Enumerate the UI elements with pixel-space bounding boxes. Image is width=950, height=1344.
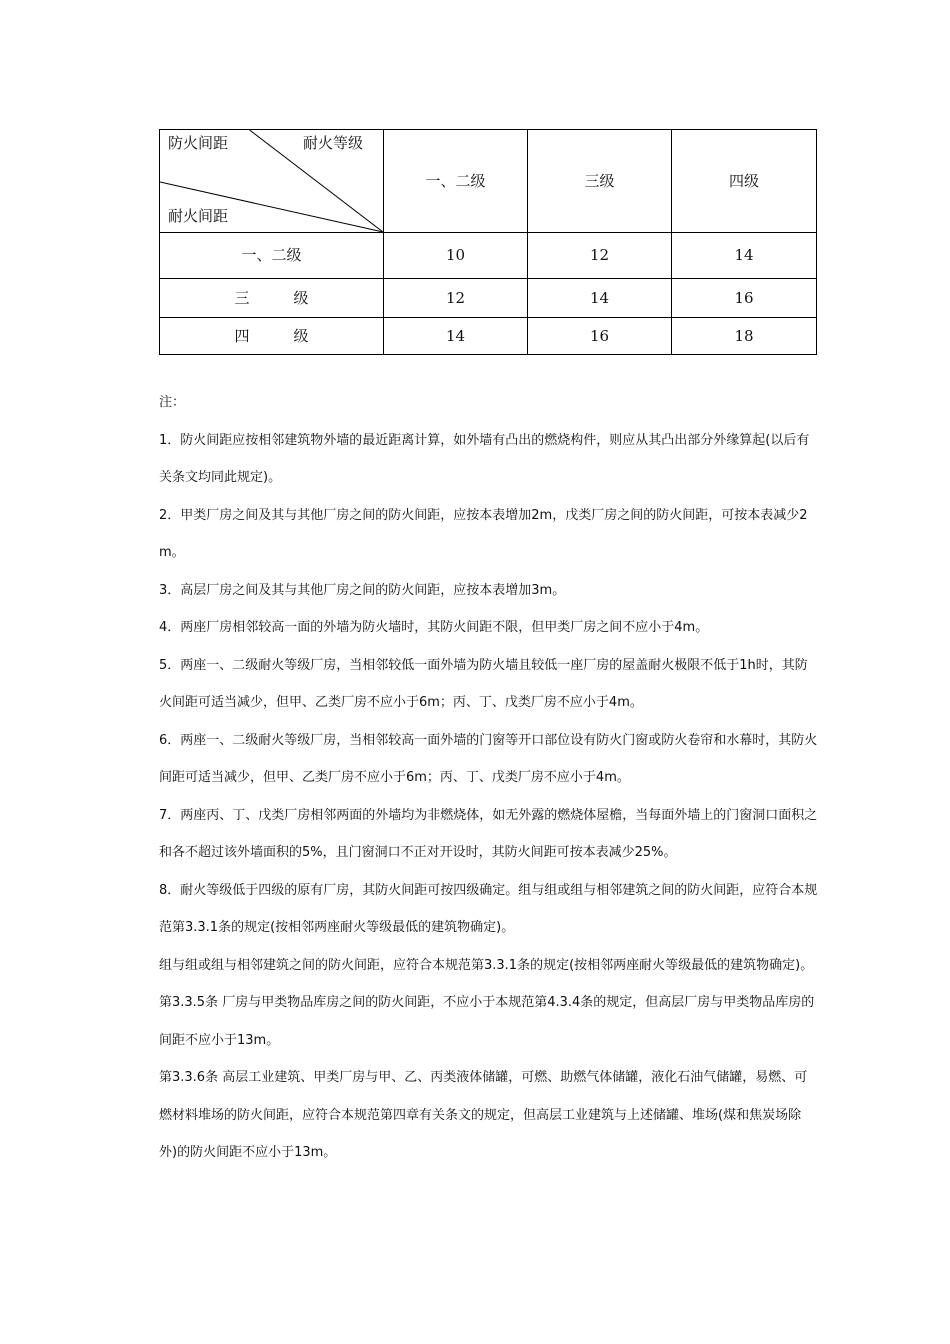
row-header [160,318,384,355]
note-item-8: 8．耐火等级低于四级的原有厂房，其防火间距可按四级确定。组与组或组与相邻建筑之间的防火间距，应符合本规范第3.3.1条的规定(按相邻两座耐火等级最低的建筑物确定)。 [159,882,818,935]
table-cell: 10 [384,233,528,279]
column-header: 三级 [528,130,672,233]
clause-3-3-6: 第3.3.6条 高层工业建筑、甲类厂房与甲、乙、丙类液体储罐，可燃、助燃气体储罐，液化石油气储罐，易燃、可燃材料堆场的防火间距，应符合本规范第四章有关条文的规定，但高层工业建筑与上述储罐、堆场(煤和焦炭场除外)的防火间距不应小于13m。 [159,1070,808,1160]
note-item-4: 4．两座厂房相邻较高一面的外墙为防火墙时，其防火间距不限，但甲类厂房之间不应小于4m。 [159,620,709,635]
table-row [160,233,817,279]
row-header-text: 三 [234,288,250,307]
table-cell: 18 [672,318,817,355]
table-cell: 14 [672,233,817,279]
corner-label-top-left: 防火间距 [168,134,229,152]
table-cell: 12 [528,233,672,279]
fire-separation-table [159,129,817,355]
note-item-3: 3．高层厂房之间及其与其他厂房之间的防火间距，应按本表增加3m。 [159,582,566,598]
column-header: 四级 [672,130,817,233]
corner-label-top-right: 耐火等级 [302,134,363,152]
row-header-text: 四 [234,326,250,345]
table-cell: 16 [672,279,817,318]
note-item-1: 1．防火间距应按相邻建筑物外墙的最近距离计算，如外墙有凸出的燃烧构件，则应从其凸出部分外缘算起(以后有关条文均同此规定)。 [159,432,810,485]
note-item-7: 7．两座丙、丁、戊类厂房相邻两面的外墙均为非燃烧体，如无外露的燃烧体屋檐，当每面外墙上的门窗洞口面积之和各不超过该外墙面积的5%，且门窗洞口不正对开设时，其防火间距可按本表减少25%。 [159,807,818,860]
clause-3-3-5: 第3.3.5条 厂房与甲类物品库房之间的防火间距，不应小于本规范第4.3.4条的规定，但高层厂房与甲类物品库房的间距不应小于13m。 [159,995,815,1048]
corner-label-bottom-left: 耐火间距 [168,207,229,225]
table-row [160,318,817,355]
extra-paragraph: 组与组或组与相邻建筑之间的防火间距，应符合本规范第3.3.1条的规定(按相邻两座耐火等级最低的建筑物确定)。 [159,957,814,973]
table-cell: 14 [528,279,672,318]
notes-heading: 注： [159,395,186,410]
row-header-text: 一、二级 [241,246,302,264]
row-header-text: 级 [293,326,309,345]
column-header: 一、二级 [384,130,528,233]
note-item-6: 6．两座一、二级耐火等级厂房，当相邻较高一面外墙的门窗等开口部位设有防火门窗或防火卷帘和水幕时，其防火间距可适当减少，但甲、乙类厂房不应小于6m；丙、丁、戊类厂房不应小于4m。 [159,732,818,785]
table-cell: 14 [384,318,528,355]
row-header [160,279,384,318]
table-row [160,279,817,318]
notes-section [159,384,819,1172]
table-corner-cell [160,130,384,233]
table-header-row [160,130,817,233]
table-cell: 16 [528,318,672,355]
row-header [160,233,384,279]
note-item-5: 5．两座一、二级耐火等级厂房，当相邻较低一面外墙为防火墙且较低一座厂房的屋盖耐火极限不低于1h时，其防火间距可适当减少，但甲、乙类厂房不应小于6m；丙、丁、戊类厂房不应小于4m。 [159,657,808,710]
note-item-2: 2．甲类厂房之间及其与其他厂房之间的防火间距，应按本表增加2m，戊类厂房之间的防火间距，可按本表减少2m。 [159,507,808,560]
table-cell: 12 [384,279,528,318]
row-header-text: 级 [293,288,309,307]
